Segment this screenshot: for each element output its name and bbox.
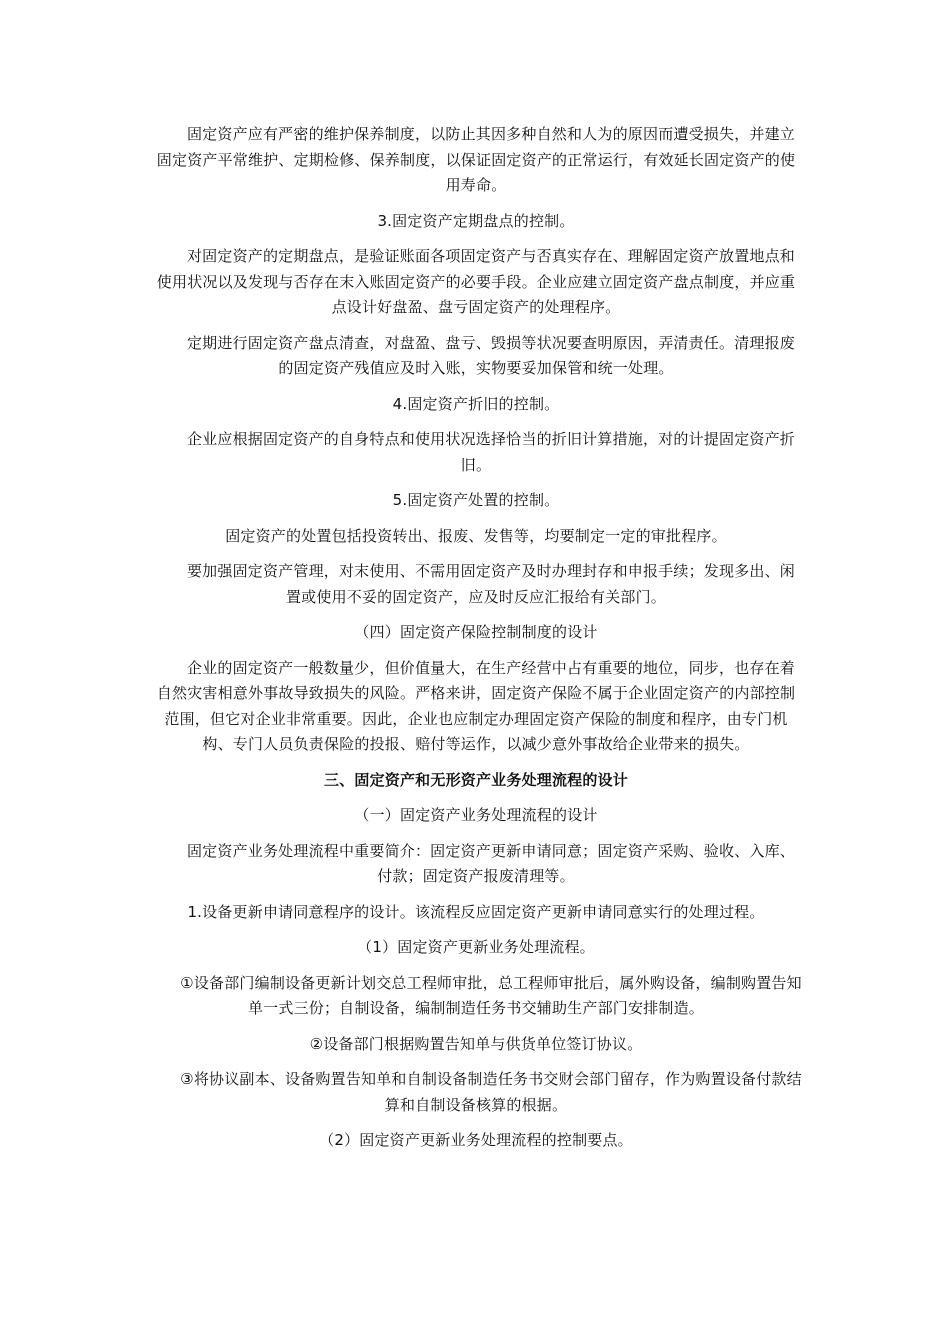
paragraph-management: 要加强固定资产管理，对末使用、不需用固定资产及时办理封存和申报手续；发现多出、闲置或使用不妥的固定资产，应及时反应汇报给有关部门。 [186, 562, 795, 606]
heading-depreciation: 4.固定资产折旧的控制。 [392, 394, 560, 413]
heading-periodic-inventory: 3.固定资产定期盘点的控制。 [377, 211, 575, 230]
document-body [150, 122, 802, 1164]
paragraph-insurance: 企业的固定资产一般数量少，但价值量大，在生产经营中占有重要的地位，同步，也存在着自然灾害相意外事故导致损失的风险。严格来讲，固定资产保险不属于企业固定资产的内部控制范围，但它对企业非常重要。因此，企业也应制定办理固定资产保险的制度和程序，由专门机构、专门人员负责保险的投报、赔付等运作，以减少意外事故给企业带来的损失。 [156, 658, 796, 753]
heading-update-process: （1）固定资产更新业务处理流程。 [357, 938, 595, 956]
paragraph-depreciation: 企业应根据固定资产的自身特点和使用状况选择恰当的折旧计算措施，对的计提固定资产折旧。 [186, 430, 795, 474]
list-item-step-2: ②设备部门根据购置告知单与供货单位签订协议。 [309, 1034, 643, 1053]
paragraph-inventory-check: 定期进行固定资产盘点清查，对盘盈、盘亏、毁损等状况要查明原因，弄清责任。清理报废的固定资产残值应及时入账，实物要妥加保管和统一处理。 [186, 333, 795, 377]
paragraph-disposal: 固定资产的处置包括投资转出、报废、发售等，均要制定一定的审批程序。 [225, 526, 727, 545]
paragraph-inventory-purpose: 对固定资产的定期盘点，是验证账面各项固定资产与否真实存在、理解固定资产放置地点和使用状况以及发现与否存在末入账固定资产的必要手段。企业应建立固定资产盘点制度，并应重点设计好盘盈、盘亏固定资产的处理程序。 [156, 247, 796, 316]
heading-insurance: （四）固定资产保险控制制度的设计 [354, 623, 598, 641]
paragraph-maintenance: 固定资产应有严密的维护保养制度，以防止其因多种自然和人为的原因而遭受损失，并建立固定资产平常维护、定期检修、保养制度，以保证固定资产的正常运行，有效延长固定资产的使用寿命。 [156, 125, 796, 194]
list-item-step-1: ①设备部门编制设备更新计划交总工程师审批，总工程师审批后，属外购设备，编制购置告知单一式三份；自制设备，编制制造任务书交辅助生产部门安排制造。 [180, 973, 802, 1017]
list-item-step-3: ③将协议副本、设备购置告知单和自制设备制造任务书交财会部门留存，作为购置设备付款结算和自制设备核算的根据。 [180, 1070, 802, 1114]
heading-fixed-asset-process: （一）固定资产业务处理流程的设计 [354, 806, 598, 824]
heading-control-points: （2）固定资产更新业务处理流程的控制要点。 [319, 1131, 633, 1149]
heading-disposal: 5.固定资产处置的控制。 [392, 491, 560, 509]
paragraph-process-intro: 固定资产业务处理流程中重要简介：固定资产更新申请同意；固定资产采购、验收、入库、付款；固定资产报废清理等。 [186, 841, 795, 885]
section-title-process-design: 三、固定资产和无形资产业务处理流程的设计 [323, 770, 628, 789]
paragraph-equipment-update: 1.设备更新申请同意程序的设计。该流程反应固定资产更新申请同意实行的处理过程。 [187, 902, 765, 921]
